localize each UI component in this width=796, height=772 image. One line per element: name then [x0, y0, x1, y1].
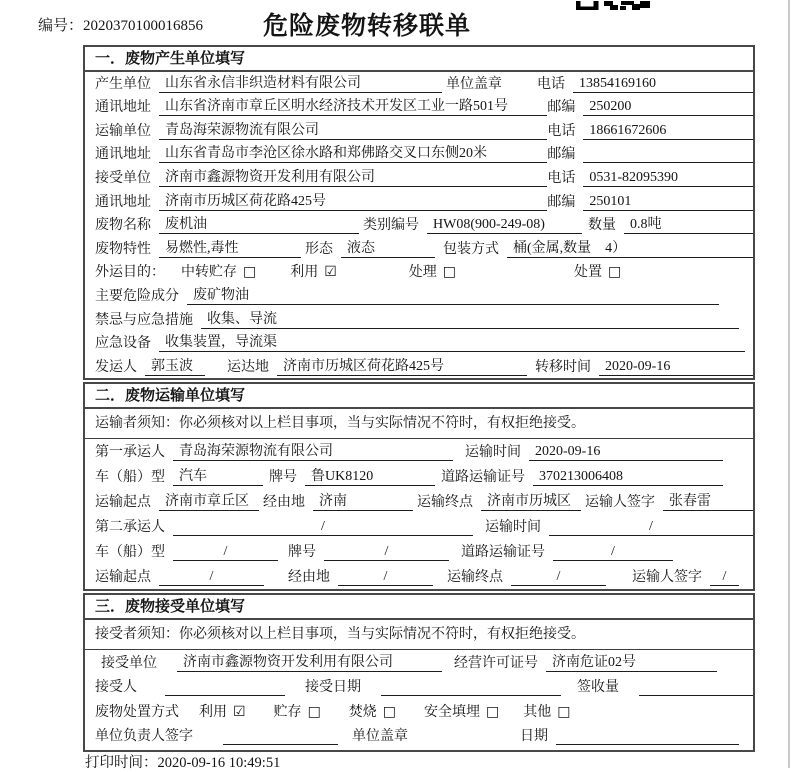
print-time-value: 2020-09-16 10:49:51 [157, 755, 281, 771]
row-vehicle-type1 [85, 464, 753, 489]
producer-zip-label: 邮编 [547, 100, 576, 116]
row-transport-unit [85, 119, 753, 143]
waste-property-label: 废物特性 [95, 241, 151, 257]
destination-label: 运达地 [227, 359, 269, 375]
receiver-zip-value: 250101 [583, 194, 753, 211]
row-receiver-address [85, 190, 753, 214]
transfer-time-label: 转移时间 [535, 359, 591, 375]
transport-unit-label: 运输单位 [95, 123, 151, 139]
form-state-value: 液态 [341, 237, 435, 258]
row-contraindication [85, 308, 753, 332]
transport-time2-label: 运输时间 [485, 520, 541, 535]
second-carrier-label: 第二承运人 [95, 520, 165, 535]
page-scan-edge [788, 0, 790, 768]
first-carrier-label: 第一承运人 [95, 445, 165, 460]
first-carrier-value: 青岛海荣源物流有限公司 [173, 440, 453, 461]
section-transporter [83, 382, 755, 591]
row-acceptor [85, 675, 753, 700]
manifest-number-label: 编号： [38, 18, 84, 34]
disposal-incinerate-label: 焚烧 [348, 704, 377, 720]
second-carrier-value: / [173, 519, 473, 536]
producer-phone-label: 电话 [537, 76, 565, 92]
utilize-checkbox: ☑ [324, 264, 337, 281]
plate-number1-label: 牌号 [269, 470, 297, 485]
page-title: 危险废物转移联单 [262, 12, 471, 40]
carrier-signature1-value: 张春雷 [663, 490, 753, 511]
origin2-label: 运输起点 [95, 570, 151, 585]
print-time-label: 打印时间： [85, 755, 158, 771]
packaging-value: 桶(金属,数量 4） [507, 237, 753, 258]
row-main-hazard [85, 284, 753, 308]
destination-value: 济南市历城区荷花路425号 [277, 355, 527, 376]
producer-address-value: 山东省济南市章丘区明水经济技术开发区工业一路501号 [159, 95, 547, 116]
quantity-label: 数量 [588, 218, 616, 234]
transport-address-value: 山东省青岛市李沧区徐水路和郑佛路交叉口东侧20米 [159, 142, 547, 163]
accept-date-value [381, 679, 561, 696]
packaging-label: 包装方式 [443, 241, 499, 257]
plate-number2-value: / [324, 544, 449, 561]
option-utilize-label: 利用 [290, 265, 319, 281]
option-treat-label: 处理 [408, 265, 437, 281]
disposal-method-label: 废物处置方式 [95, 704, 179, 720]
vehicle-type2-value: / [173, 544, 278, 561]
producer-unit-label: 产生单位 [95, 76, 151, 92]
row-producer-unit [85, 72, 753, 96]
via2-value: / [338, 569, 433, 586]
section-producer-title: 一．废物产生单位填写 [85, 47, 753, 72]
responsible-signature-value [223, 728, 338, 745]
road-permit2-value: / [553, 544, 673, 561]
dispose-checkbox: □ [608, 264, 622, 281]
row-transport-address [85, 143, 753, 167]
waste-name-value: 废机油 [159, 213, 359, 234]
row-emergency-equipment [85, 332, 753, 356]
plate-number2-label: 牌号 [288, 545, 316, 560]
form-state-label: 形态 [305, 241, 333, 257]
disposal-incinerate-checkbox: □ [382, 703, 397, 720]
row-disposal-method [85, 699, 753, 724]
row-first-carrier [85, 439, 753, 464]
receiver-phone-label: 电话 [547, 170, 576, 186]
transport-time1-label: 运输时间 [465, 445, 521, 460]
vehicle-type2-label: 车（船）型 [95, 545, 165, 560]
accepting-unit-label: 接受单位 [101, 655, 157, 671]
accept-date-label: 接受日期 [305, 680, 361, 695]
transport-phone-label: 电话 [547, 123, 576, 139]
section-transporter-title: 二．废物运输单位填写 [85, 384, 753, 409]
signed-quantity-value [639, 679, 753, 696]
origin2-value: / [159, 569, 264, 586]
manifest-number-value: 2020370100016856 [83, 18, 204, 34]
business-license-label: 经营许可证号 [454, 655, 538, 671]
emergency-equipment-label: 应急设备 [95, 336, 151, 352]
origin1-value: 济南市章丘区 [159, 490, 259, 511]
quantity-value: 0.8吨 [624, 213, 753, 234]
outbound-purpose-label: 外运目的： [95, 265, 165, 281]
terminus1-value: 济南市历城区 [481, 490, 581, 511]
row-outbound-purpose [85, 261, 753, 285]
transport-zip-value [583, 146, 753, 163]
terminus2-value: / [511, 569, 606, 586]
transporter-notice: 运输者须知：你必须核对以上栏目事项，当与实际情况不符时，有权拒绝接受。 [85, 409, 753, 439]
disposal-utilize-label: 利用 [199, 704, 227, 720]
receiver-address-value: 济南市历城区荷花路425号 [159, 190, 547, 211]
acceptor-label: 接受人 [95, 680, 137, 695]
via1-label: 经由地 [263, 495, 305, 510]
row-accepting-unit [85, 650, 753, 675]
via2-label: 经由地 [288, 570, 330, 585]
treat-checkbox: □ [442, 264, 457, 281]
row-route1 [85, 489, 753, 514]
producer-address-label: 通讯地址 [95, 100, 151, 116]
emergency-equipment-value: 收集装置，导流渠 [159, 331, 745, 352]
waste-property-value: 易燃性,毒性 [159, 237, 301, 258]
disposal-landfill-checkbox: □ [486, 703, 500, 720]
transport-time2-value: / [549, 519, 753, 536]
disposal-other-label: 其他 [523, 704, 552, 720]
producer-unit-value: 山东省永信非织造材料有限公司 [159, 72, 442, 93]
row-vehicle-type2 [85, 539, 753, 564]
consignor-label: 发运人 [95, 359, 137, 375]
transport-unit-value: 青岛海荣源物流有限公司 [159, 119, 547, 140]
row-second-carrier [85, 514, 753, 539]
responsible-signature-label: 单位负责人签字 [95, 729, 193, 744]
seal-date-label: 日期 [520, 729, 548, 744]
main-hazard-value: 废矿物油 [187, 284, 719, 305]
transport-zip-label: 邮编 [547, 147, 576, 163]
contraindication-label: 禁忌与应急措施 [95, 312, 193, 328]
transport-address-label: 通讯地址 [95, 147, 151, 163]
row-waste-name [85, 214, 753, 238]
section-producer [83, 45, 755, 380]
receiver-zip-label: 邮编 [547, 194, 576, 210]
origin1-label: 运输起点 [95, 495, 151, 510]
receiver-address-label: 通讯地址 [95, 194, 151, 210]
row-route2 [85, 564, 753, 589]
receiver-unit-seal-label: 单位盖章 [352, 729, 408, 744]
option-transfer-storage-label: 中转贮存 [181, 265, 237, 281]
carrier-signature2-label: 运输人签字 [632, 570, 702, 585]
category-code-label: 类别编号 [363, 218, 419, 234]
road-permit1-value: 370213006408 [533, 469, 723, 486]
business-license-value: 济南危证02号 [546, 651, 717, 672]
disposal-storage-checkbox: □ [307, 703, 321, 720]
row-consignor [85, 355, 753, 379]
row-waste-property [85, 237, 753, 261]
waste-name-label: 废物名称 [95, 218, 151, 234]
section-receiver [83, 593, 755, 752]
row-responsible-signature [85, 724, 753, 749]
category-code-value: HW08(900-249-08) [427, 217, 582, 234]
section-receiver-title: 三．废物接受单位填写 [85, 595, 753, 620]
receiver-notice: 接受者须知：你必须核对以上栏目事项，当与实际情况不符时，有权拒绝接受。 [85, 620, 753, 650]
carrier-signature2-value: / [710, 569, 739, 586]
option-dispose-label: 处置 [574, 265, 603, 281]
road-permit1-label: 道路运输证号 [441, 470, 525, 485]
seal-date-value [556, 728, 739, 745]
receiver-phone-value: 0531-82095390 [583, 170, 753, 187]
main-hazard-label: 主要危险成分 [95, 288, 179, 304]
signed-quantity-label: 签收量 [577, 680, 619, 695]
transfer-time-value: 2020-09-16 [599, 359, 753, 376]
disposal-storage-label: 贮存 [273, 704, 302, 720]
producer-zip-value: 250200 [583, 99, 753, 116]
unit-seal-label: 单位盖章 [446, 76, 502, 92]
consignor-value: 郭玉波 [145, 355, 205, 376]
disposal-landfill-label: 安全填埋 [424, 704, 481, 720]
transport-time1-value: 2020-09-16 [529, 444, 723, 461]
vehicle-type1-value: 汽车 [173, 465, 263, 486]
producer-phone-value: 13854169160 [573, 76, 753, 93]
receiver-unit-value: 济南市鑫源物资开发利用有限公司 [159, 166, 547, 187]
transport-phone-value: 18661672606 [583, 123, 753, 140]
print-time [85, 751, 280, 772]
disposal-other-checkbox: □ [557, 703, 571, 720]
qr-code-fragment-icon [576, 0, 652, 10]
row-producer-address [85, 96, 753, 120]
carrier-signature1-label: 运输人签字 [585, 495, 655, 510]
plate-number1-value: 鲁UK8120 [305, 465, 435, 486]
row-receiver-unit [85, 166, 753, 190]
terminus1-label: 运输终点 [417, 495, 473, 510]
contraindication-value: 收集、导流 [201, 308, 739, 329]
receiver-unit-label: 接受单位 [95, 170, 151, 186]
accepting-unit-value: 济南市鑫源物资开发利用有限公司 [177, 651, 442, 672]
via1-value: 济南 [313, 490, 413, 511]
transfer-storage-checkbox: □ [243, 264, 257, 281]
vehicle-type1-label: 车（船）型 [95, 470, 165, 485]
acceptor-value [165, 679, 285, 696]
road-permit2-label: 道路运输证号 [461, 545, 545, 560]
disposal-utilize-checkbox: ☑ [233, 703, 246, 720]
terminus2-label: 运输终点 [447, 570, 503, 585]
